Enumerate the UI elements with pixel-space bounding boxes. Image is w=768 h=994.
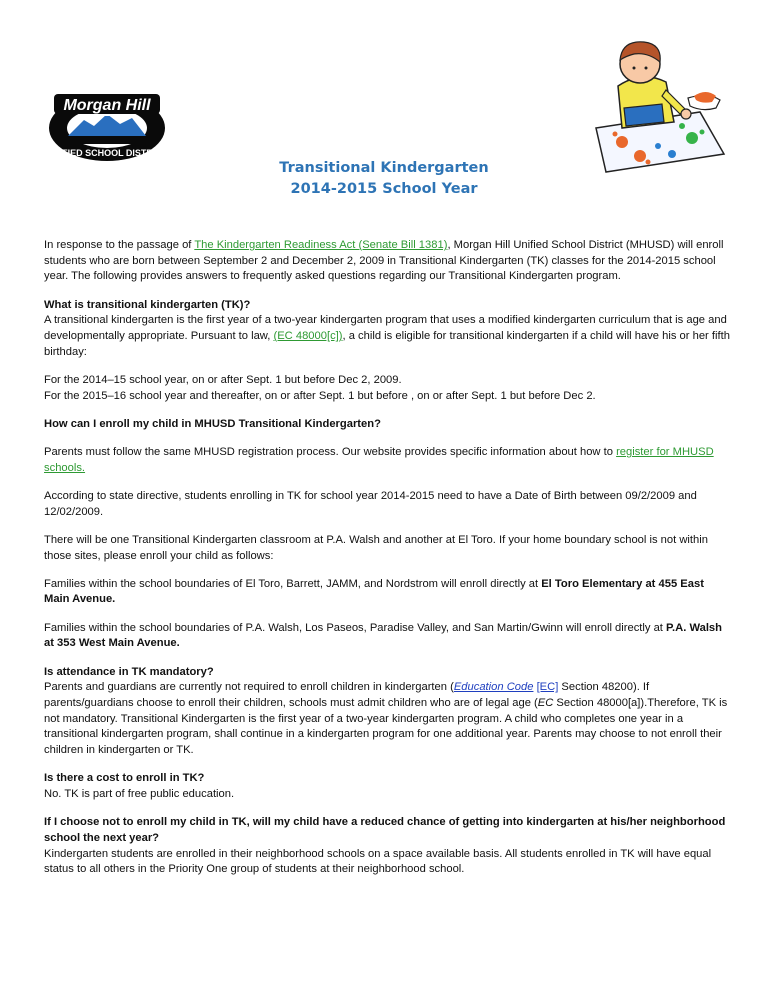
dob-paragraph: According to state directive, students enrolling in TK for school year 2014-2015 need to have a Date of Birth between 09/2/2009 and 12/02/2009.: [44, 489, 697, 518]
faq-reduced-chance: [44, 815, 732, 878]
faq-tk-definition: [44, 298, 732, 361]
answer-text: No. TK is part of free public education.: [44, 787, 235, 800]
intro-text-cont: , Morgan Hill Unified School District (MHUSD) will enroll students who are born between September 2 and December 2, 2009 in Transitional Kindergarten (TK) classes for the 2014-2015 school year. The following provides answers to frequently asked questions regarding our Transitional Kindergarten program.: [44, 239, 724, 283]
logo-top-text: Morgan Hill: [63, 97, 151, 114]
education-code-link[interactable]: Education Code: [453, 681, 534, 694]
ec-48000c-link[interactable]: (EC 48000[c]): [273, 330, 343, 343]
eligibility-2014: For the 2014–15 school year, on or after Sept. 1 but before Dec 2, 2009.: [44, 373, 402, 386]
title-line-2: 2014-2015 School Year: [290, 181, 478, 197]
intro-text: In response to the passage of: [44, 239, 195, 251]
ec-link[interactable]: [EC]: [536, 681, 559, 694]
answer-text: Kindergarten students are enrolled in their neighborhood schools on a space available basis. All students enrolled in TK will have equal status to all others in the Priority One group of students at their neighborhood school.: [44, 847, 712, 876]
el-toro-address: El Toro Elementary at 455 East Main Avenue.: [44, 577, 704, 606]
answer-text: A transitional kindergarten is the first year of a two-year kindergarten program that uses a modified kindergarten curriculum that is age and developmentally appropriate. Pursuant to law,: [44, 314, 727, 343]
question-heading: Is attendance in TK mandatory?: [44, 665, 214, 678]
el-toro-paragraph: [44, 577, 732, 608]
register-mhusd-link[interactable]: register for MHUSD schools.: [44, 446, 714, 474]
answer-text-end: Section 48000[a]).Therefore, TK is not mandatory. Transitional Kindergarten is the first year of a two-year kindergarten program. A child who completes one year in a transitional kindergarten program, shall continue in a kindergarten program for one additional year. Parents may choose to not enroll their children in kindergarten or TK.: [44, 696, 728, 757]
ec-abbrev: EC: [537, 696, 554, 709]
faq-mandatory: [44, 665, 732, 759]
district-logo: [44, 86, 170, 164]
answer-text: Families within the school boundaries of El Toro, Barrett, JAMM, and Nordstrom will enroll directly at: [44, 577, 542, 590]
intro-paragraph: [44, 238, 732, 285]
question-heading: What is transitional kindergarten (TK)?: [44, 298, 251, 311]
document-body: [44, 238, 732, 891]
pa-walsh-paragraph: [44, 621, 732, 652]
answer-text: Parents must follow the same MHUSD registration process. Our website provides specific information about how to: [44, 446, 617, 459]
answer-text: Families within the school boundaries of P.A. Walsh, Los Paseos, Paradise Valley, and San Martin/Gwinn will enroll directly at: [44, 621, 667, 634]
classroom-paragraph: There will be one Transitional Kindergarten classroom at P.A. Walsh and another at El Toro. If your home boundary school is not within those sites, please enroll your child as follows:: [44, 533, 708, 562]
answer-text: Parents and guardians are currently not required to enroll children in kindergarten (: [44, 681, 454, 694]
title-line-1: Transitional Kindergarten: [279, 160, 489, 176]
logo-bottom-text: UNIFIED SCHOOL DISTRICT: [46, 148, 168, 158]
kindergarten-readiness-act-link[interactable]: The Kindergarten Readiness Act (Senate Bill 1381): [194, 239, 448, 251]
page-title: [0, 158, 768, 200]
question-heading: How can I enroll my child in MHUSD Transitional Kindergarten?: [44, 417, 381, 430]
answer-text-cont: Section 48200). If parents/guardians choose to enroll their children, schools must admit children who are of legal age (: [44, 681, 650, 709]
question-heading: If I choose not to enroll my child in TK, will my child have a reduced chance of getting into kindergarten at his/her neighborhood school the next year?: [44, 816, 726, 844]
faq-cost: [44, 771, 732, 802]
eligibility-dates: [44, 373, 732, 404]
pa-walsh-address: P.A. Walsh at 353 West Main Avenue.: [44, 621, 722, 650]
question-heading: Is there a cost to enroll in TK?: [44, 772, 205, 785]
eligibility-2015: For the 2015–16 school year and thereafter, on or after Sept. 1 but before , on or after Sept. 1 but before Dec 2.: [44, 389, 596, 402]
answer-text-cont: , a child is eligible for transitional kindergarten if a child will have his or her fifth birthday:: [44, 330, 730, 358]
registration-paragraph: [44, 445, 732, 476]
